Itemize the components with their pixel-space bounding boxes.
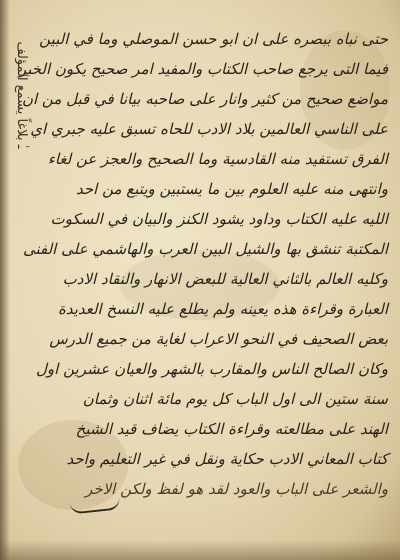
text-line: ﻭﺍﻧﺘﻬﻰ ﻣﻨﻪ ﻋﻠﻴﻪ ﺍﻟﻌﻠﻮﻡ ﺑﻴﻦ ﻣﺎ ﻳﺴﺘﺒﻴﻦ ﻭﻳﺘﺒﻊ ﻣﻦ ﺍﺣﺪ [75, 180, 388, 198]
text-line: ﺍﻟﻤﻜﺘﺒﺔ ﺗﻨﺸﻖ ﺑﻬﺎ ﻭﺍﻟﺸﻴﻞ ﺍﻟﺒﻴﻦ ﺍﻟﻌﺮﺏ ﻭﺍﻟﻬﺎﺷﻤﻲ ﻋﻠﻰ ﺍﻟﻔﻨﻰ [23, 240, 388, 258]
page-bottom-shadow [0, 540, 400, 560]
text-line: ﻓﻴﻤﺎ ﺍﻟﺘﻰ ﻳﺮﺟﻊ ﺻﺎﺣﺐ ﺍﻟﻜﺘﺎﺏ ﻭﺍﻟﻤﻔﻴﺪ ﺍﻣﺮ ﺻﺤﻴﺢ ﻳﻜﻮﻥ ﺍﻟﺨﺒﺮ [18, 60, 388, 78]
text-line: ﺳﻨﺔ ﺳﺘﻴﻦ ﺍﻟﻰ ﺍﻭﻝ ﺍﻟﺒﺎﺏ ﻛﻞ ﻳﻮﻡ ﻣﺎﺋﺔ ﺍﺛﻨﺎﻥ ﻭﺛﻤﺎﻥ [82, 390, 388, 408]
text-line: ﺍﻟﻌﺒﺎﺭﺓ ﻭﻗﺮﺍﺀﺓ ﻫﺬﻩ ﻳﻌﻴﻨﻪ ﻭﻟﻢ ﻳﻄﻠﻊ ﻋﻠﻴﻪ ﺍﻟﻨﺴﺦ ﺍﻟﻌﺪﻳﺪﺓ [57, 300, 388, 318]
text-line: ﻣﻮﺍﺿﻊ ﺻﺤﻴﺢ ﻣﻦ ﻛﺜﻴﺮ ﻭﺍﻧﺎﺭ ﻋﻠﻰ ﺻﺎﺣﺒﻪ ﺑﻴﺎﻧﺎ ﻓﻲ ﻗﺒﻞ ﻣﻦ ﺍﻥ [21, 90, 388, 108]
text-line: ﻭﻛﺎﻥ ﺍﻟﺼﺎﻟﺢ ﺍﻟﻨﺎﺱ ﻭﺍﻟﻤﻘﺎﺭﺏ ﺑﺎﻟﺸﻬﺮ ﻭﺍﻟﻌﻴﺎﻥ ﻋﺸﺮﻳﻦ ﺍﻭﻝ [36, 360, 388, 378]
text-line: ﺍﻟﻬﻨﺪ ﻋﻠﻰ ﻣﻄﺎﻟﻌﺘﻪ ﻭﻗﺮﺍﺀﺓ ﺍﻟﻜﺘﺎﺏ ﻳﻀﺎﻑ ﻗﻴﺪ ﺍﻟﺸﻴﺦ [75, 420, 388, 438]
text-line: ﻭﻛﻠﻴﻪ ﺍﻟﻌﺎﻟﻢ ﺑﺎﻟﺜﺎﻧﻲ ﺍﻟﻌﺎﻟﻴﺔ ﻟﻠﺒﻌﺾ ﺍﻻﻧﻬﺎﺭ ﻭﺍﻟﻨﻘﺎﺩ ﺍﻻﺩﺏ [62, 270, 388, 288]
text-line: ﻋﻠﻰ ﺍﻟﻨﺎﺳﻲ ﺍﻟﻌﺎﻟﻤﻴﻦ ﺑﻼﺩ ﺍﻻﺩﺏ ﻟﻠﺤﺎﻩ ﺗﺴﺒﻖ ﻋﻠﻴﻪ ﺟﺒﺮﻱ ﺍﻱ [30, 120, 388, 138]
text-line: ﺍﻟﻠﻴﻪ ﻋﻠﻴﻪ ﺍﻟﻜﺘﺎﺏ ﻭﺩﺍﻭﺩ ﻳﺸﻮﺩ ﺍﻟﻜﻨﺰ ﻭﺍﻟﺒﻴﺎﻥ ﻓﻲ ﺍﻟﺴﻜﻮﺕ [50, 210, 388, 228]
marginal-note-text: ـٰ بلاغاً ﻳﺴﻤﻊ المؤلف [14, 41, 29, 149]
text-line: ﻛﺘﺎﺏ ﺍﻟﻤﻌﺎﻧﻲ ﺍﻻﺩﺏ ﺣﻜﺎﻳﺔ ﻭﻧﻘﻞ ﻓﻲ ﻏﻴﺮ ﺍﻟﺘﻌﻠﻴﻢ ﻭﺍﺣﺪ [66, 450, 388, 468]
text-line: ﺍﻟﻔﺮﻕ ﺗﺴﺘﻔﻴﺪ ﻣﻨﻪ ﺍﻟﻘﺎﺩﺳﻴﺔ ﻭﻣﺎ ﺍﻟﺼﺤﻴﺢ ﻭﺍﻟﻌﺠﺰ ﻋﻦ ﻟﻐﺎﺀ [47, 150, 388, 168]
text-line: ﺣﺘﻰ ﻧﺒﺎﻩ ﺑﺒﺼﺮﻩ ﻋﻠﻰ ﺍﻥ ﺍﺑﻮ ﺣﺴﻦ ﺍﻟﻤﻮﺻﻠﻲ ﻭﻣﺎ ﻓﻲ ﺍﻟﺒﻴﻦ [39, 30, 388, 48]
text-line: ﻭﺍﻟﺸﻌﺮ ﻋﻠﻰ ﺍﻟﺒﺎﺏ ﻭﺍﻟﻌﻮﺩ ﻟﻘﺪ ﻫﻮ ﻟﻔﻆ ﻭﻟﻜﻦ ﺍﻻﺧﺮ [85, 480, 388, 498]
text-line: ﺑﻌﺾ ﺍﻟﺼﺤﻴﻒ ﻓﻲ ﺍﻟﻨﺤﻮ ﺍﻻﻋﺮﺍﺏ ﻟﻐﺎﻳﺔ ﻣﻦ ﺟﻤﻴﻊ ﺍﻟﺪﺭﺱ [49, 330, 388, 348]
